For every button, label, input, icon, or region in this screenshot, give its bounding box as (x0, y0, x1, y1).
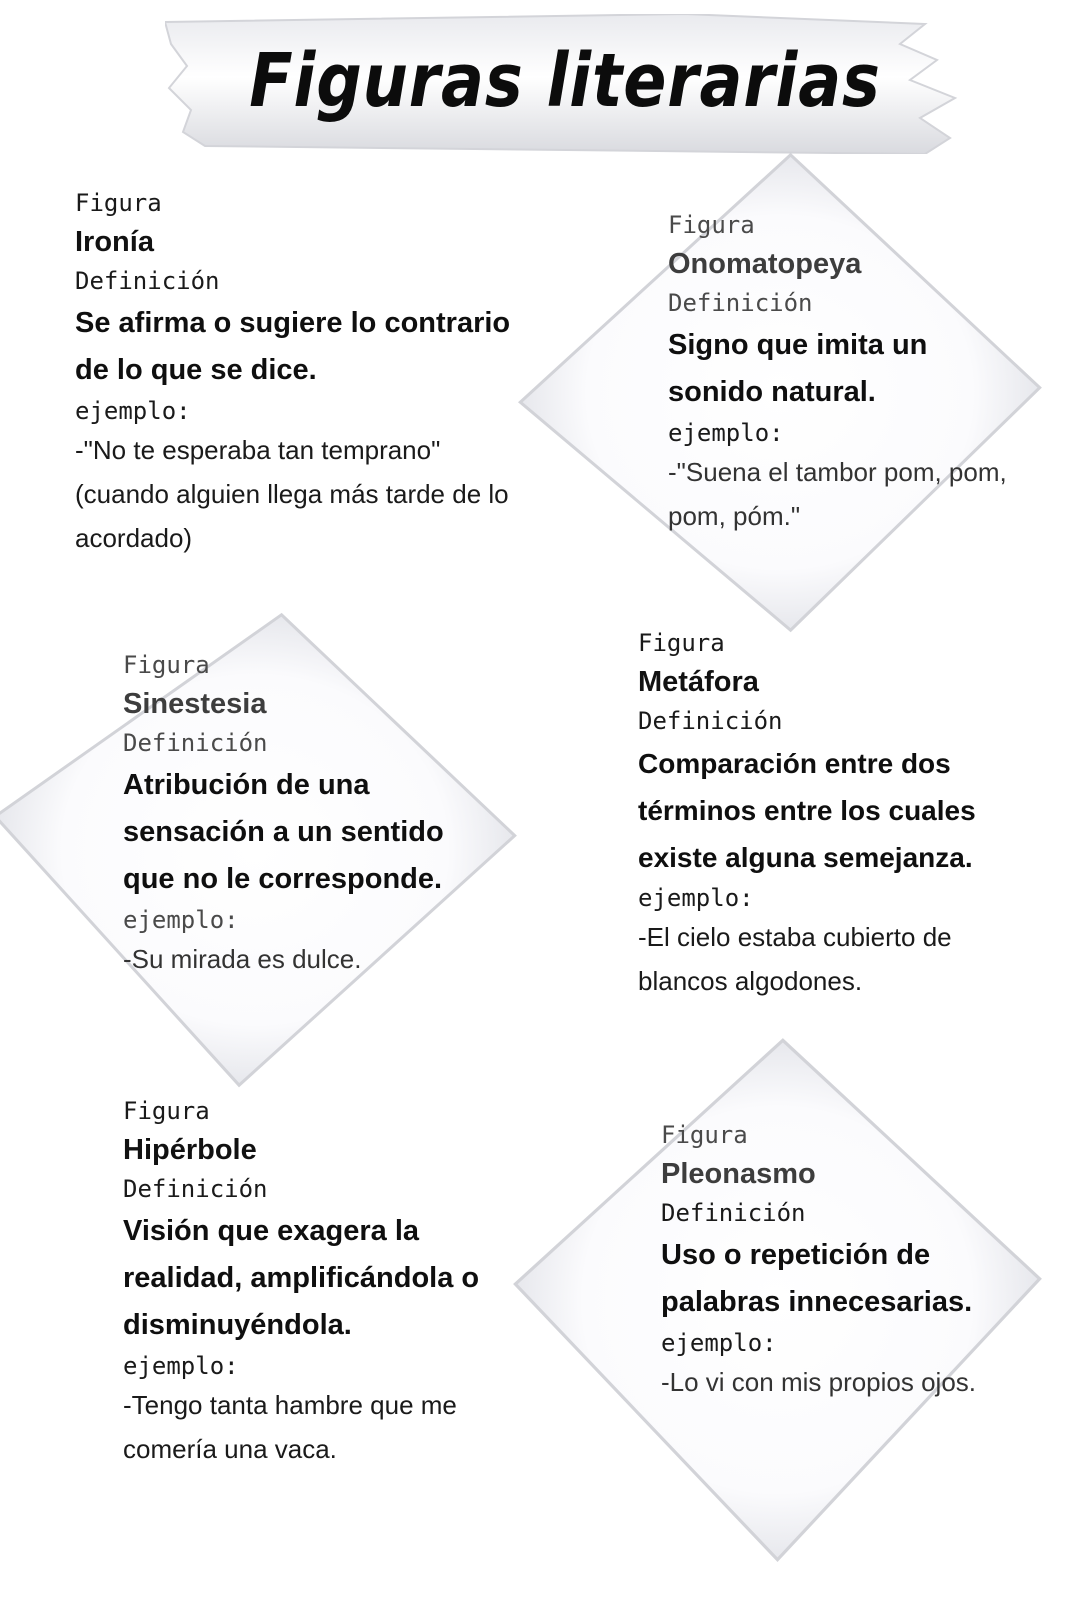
figure-name: Onomatopeya (668, 248, 862, 280)
card-pleonasmo (661, 1118, 1011, 1404)
definition-label: Definición (75, 267, 220, 295)
definition-text: Uso o repetición de palabras innecesarias. (661, 1239, 973, 1318)
definition-label: Definición (123, 729, 268, 757)
example-label: ejemplo: (668, 419, 784, 447)
figure-label: Figura (123, 1097, 210, 1125)
figure-name: Metáfora (638, 666, 759, 698)
definition-text: Visión que exagera la realidad, amplificándola o disminuyéndola. (123, 1215, 480, 1341)
example-text: -Tengo tanta hambre que me comería una vaca. (123, 1390, 457, 1464)
example-text: -Su mirada es dulce. (123, 944, 362, 974)
card-hiperbole (123, 1094, 503, 1471)
example-text: -Lo vi con mis propios ojos. (661, 1367, 977, 1397)
definition-label: Definición (123, 1175, 268, 1203)
figure-label: Figura (638, 629, 725, 657)
figure-label: Figura (668, 211, 755, 239)
example-label: ejemplo: (123, 1352, 239, 1380)
figure-name: Hipérbole (123, 1134, 257, 1166)
figure-label: Figura (661, 1121, 748, 1149)
definition-text: Atribución de una sensación a un sentido que no le corresponde. (123, 769, 444, 895)
example-label: ejemplo: (123, 906, 239, 934)
figure-label: Figura (123, 651, 210, 679)
page-title: Figuras literarias (249, 38, 881, 124)
definition-label: Definición (668, 289, 813, 317)
example-text: -"Suena el tambor pom, pom, pom, póm." (668, 457, 1007, 531)
title-banner (165, 14, 965, 154)
card-ironia (75, 186, 525, 560)
definition-label: Definición (661, 1199, 806, 1227)
example-label: ejemplo: (638, 884, 754, 912)
example-label: ejemplo: (75, 397, 191, 425)
figure-name: Pleonasmo (661, 1158, 816, 1190)
figure-name: Sinestesia (123, 688, 267, 720)
figure-label: Figura (75, 189, 162, 217)
definition-text: Comparación entre dos términos entre los cuales existe alguna semejanza. (638, 748, 976, 873)
card-onomatopeya (668, 208, 1008, 538)
definition-text: Signo que imita un sonido natural. (668, 329, 928, 408)
definition-text: Se afirma o sugiere lo contrario de lo que se dice. (75, 307, 511, 386)
example-text: -"No te esperaba tan temprano" (cuando alguien llega más tarde de lo acordado) (75, 435, 509, 553)
card-metafora (638, 626, 1038, 1003)
example-label: ejemplo: (661, 1329, 777, 1357)
example-text: -El cielo estaba cubierto de blancos algodones. (638, 922, 952, 996)
figure-name: Ironía (75, 226, 154, 258)
definition-label: Definición (638, 707, 783, 735)
card-sinestesia (123, 648, 493, 981)
